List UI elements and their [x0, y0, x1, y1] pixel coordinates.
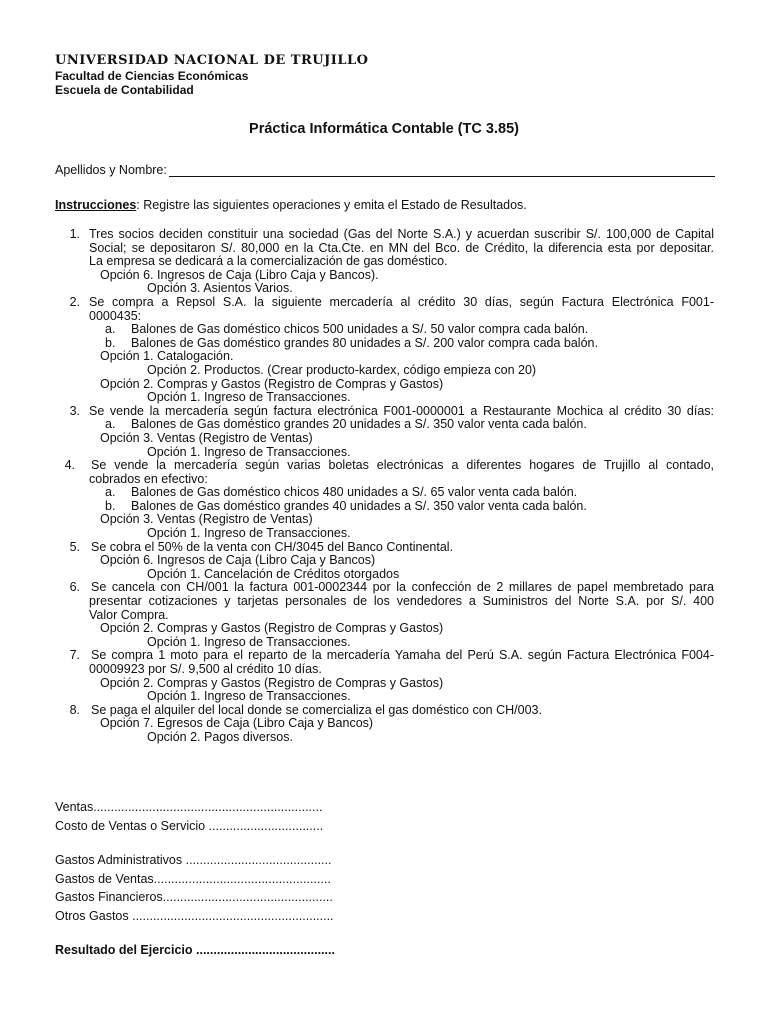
option-line	[0, 676, 768, 690]
suboption-line	[0, 689, 768, 703]
option-line	[0, 716, 768, 730]
option-text: Opción 6. Ingresos de Caja (Libro Caja y Bancos).	[100, 267, 379, 282]
option-text: Opción 6. Ingresos de Caja (Libro Caja y Bancos)	[100, 553, 376, 568]
option-line	[0, 621, 768, 635]
gastos-financieros-line: Gastos Financieros.................................................	[55, 890, 333, 904]
option-line	[0, 268, 768, 282]
item-number: 3.	[69, 403, 80, 418]
option-text: Opción 7. Egresos de Caja (Libro Caja y Bancos)	[100, 716, 374, 731]
page-title: Práctica Informática Contable (TC 3.85)	[249, 121, 519, 137]
list-item	[0, 580, 768, 594]
suboption-line	[0, 635, 768, 649]
option-text: Opción 2. Compras y Gastos (Registro de Compras y Gastos)	[100, 675, 444, 690]
item-text: Valor Compra.	[89, 607, 169, 622]
sub-item-text: Balones de Gas doméstico grandes 20 unidades a S/. 350 valor venta cada balón.	[131, 417, 587, 432]
option-text: Opción 2. Compras y Gastos (Registro de Compras y Gastos)	[100, 621, 444, 636]
sub-item	[0, 336, 768, 350]
item-text: cobrados en efectivo:	[89, 471, 208, 486]
suboption-line	[0, 281, 768, 295]
school-name: Escuela de Contabilidad	[55, 83, 194, 97]
item-text: Se cobra el 50% de la venta con CH/3045 del Banco Continental.	[91, 539, 454, 554]
suboption-line	[0, 567, 768, 581]
sub-item	[0, 485, 768, 499]
suboption-line	[0, 526, 768, 540]
sub-item	[0, 322, 768, 336]
item-text: Se vende la mercadería según varias boletas electrónicas a diferentes hogares de Trujillo al contado,	[91, 458, 714, 473]
option-line	[0, 431, 768, 445]
option-text: Opción 2. Compras y Gastos (Registro de Compras y Gastos)	[100, 376, 444, 391]
spacer	[55, 927, 455, 943]
name-field-row	[55, 163, 715, 177]
option-line	[0, 349, 768, 363]
item-text: Se paga el alquiler del local donde se comercializa el gas doméstico con CH/003.	[91, 702, 542, 717]
suboption-line	[0, 730, 768, 744]
instructions-text: : Registre las siguientes operaciones y emita el Estado de Resultados.	[136, 198, 527, 212]
spacer	[55, 837, 455, 853]
item-number: 6.	[69, 580, 80, 595]
sub-item	[0, 499, 768, 513]
suboption-text: Opción 1. Ingreso de Transacciones.	[147, 444, 351, 459]
suboption-text: Opción 2. Pagos diversos.	[147, 729, 293, 744]
suboption-text: Opción 3. Asientos Varios.	[147, 281, 293, 296]
ventas-line: Ventas..................................................................	[55, 800, 323, 814]
sub-item-letter: b.	[105, 498, 116, 513]
item-number: 4.	[64, 458, 75, 473]
list-item-line	[0, 309, 768, 323]
list-item-line	[0, 241, 768, 255]
gastos-ventas-line: Gastos de Ventas...................................................	[55, 871, 331, 886]
sub-item-letter: b.	[105, 335, 116, 350]
suboption-text: Opción 1. Ingreso de Transacciones.	[147, 526, 351, 541]
item-text: Se compra a Repsol S.A. la siguiente mercadería al crédito 30 días, según Factura Electrónica F001-	[89, 294, 714, 309]
suboption-text: Opción 1. Ingreso de Transacciones.	[147, 634, 351, 649]
faculty-name: Facultad de Ciencias Económicas	[55, 69, 249, 83]
name-blank-line[interactable]	[169, 165, 715, 177]
sub-item-letter: a.	[105, 485, 116, 500]
otros-gastos-line: Otros Gastos ..........................................................	[55, 908, 334, 923]
costo-ventas-line: Costo de Ventas o Servicio .................................	[55, 818, 324, 833]
list-item-line	[0, 254, 768, 268]
list-item-line	[0, 662, 768, 676]
sub-item-letter: a.	[105, 322, 116, 337]
item-number: 1.	[69, 227, 80, 241]
option-line	[0, 553, 768, 567]
suboption-text: Opción 1. Ingreso de Transacciones.	[147, 390, 351, 405]
sub-item-text: Balones de Gas doméstico chicos 480 unidades a S/. 65 valor venta cada balón.	[131, 485, 578, 500]
item-number: 5.	[69, 539, 80, 554]
resultado-ejercicio-line: Resultado del Ejercicio ........................................	[55, 943, 335, 957]
operations-list	[0, 227, 768, 744]
sub-item-text: Balones de Gas doméstico grandes 80 unidades a S/. 200 valor compra cada balón.	[131, 335, 598, 350]
suboption-line	[0, 445, 768, 459]
gastos-administrativos-line: Gastos Administrativos ..........................................	[55, 853, 332, 867]
sub-item-text: Balones de Gas doméstico chicos 500 unidades a S/. 50 valor compra cada balón.	[131, 322, 589, 337]
list-item	[0, 648, 768, 662]
sub-item-letter: a.	[105, 417, 116, 432]
item-number: 8.	[69, 702, 80, 717]
suboption-text: Opción 1. Ingreso de Transacciones.	[147, 689, 351, 704]
list-item	[0, 227, 768, 241]
item-text: 0000435:	[89, 308, 142, 323]
university-name: UNIVERSIDAD NACIONAL DE TRUJILLO	[55, 53, 369, 68]
option-line	[0, 377, 768, 391]
item-text: La empresa se dedicará a la comercialización de gas doméstico.	[89, 254, 448, 269]
list-item	[0, 703, 768, 717]
list-item-line	[0, 608, 768, 622]
suboption-line	[0, 363, 768, 377]
option-line	[0, 512, 768, 526]
instructions-label: Instrucciones	[55, 198, 137, 212]
list-item	[0, 295, 768, 309]
list-item-line	[0, 594, 768, 608]
name-label: Apellidos y Nombre:	[55, 163, 167, 177]
suboption-text: Opción 1. Cancelación de Créditos otorgados	[147, 566, 400, 581]
item-number: 2.	[69, 294, 80, 309]
income-statement	[55, 800, 455, 962]
sub-item-text: Balones de Gas doméstico grandes 40 unidades a S/. 350 valor venta cada balón.	[131, 498, 587, 513]
list-item	[0, 540, 768, 554]
list-item	[0, 458, 768, 472]
item-number: 7.	[69, 648, 80, 663]
item-text: 00009923 por S/. 9,500 al crédito 10 días.	[89, 662, 322, 676]
list-item-line	[0, 472, 768, 486]
sub-item	[0, 417, 768, 431]
instructions	[55, 198, 527, 212]
item-text: Tres socios deciden constituir una sociedad (Gas del Norte S.A.) y acuerdan suscribir S/. 100,000 de Capital	[89, 227, 714, 241]
suboption-line	[0, 390, 768, 404]
item-text: presentar cotizaciones y tarjetas personales de los vendedores a Suministros del Norte S.A. por S/. 400	[89, 594, 714, 609]
option-text: Opción 1. Catalogación.	[100, 349, 234, 364]
item-text: Se cancela con CH/001 la factura 001-0002344 por la confección de 2 millares de papel membretado para	[91, 580, 714, 595]
item-text: Social; se depositaron S/. 80,000 en la Cta.Cte. en MN del Bco. de Crédito, la diferencia esta por depositar.	[89, 240, 714, 255]
suboption-text: Opción 2. Productos. (Crear producto-kardex, código empieza con 20)	[147, 362, 537, 377]
list-item	[0, 404, 768, 418]
option-text: Opción 3. Ventas (Registro de Ventas)	[100, 430, 313, 445]
item-text: Se compra 1 moto para el reparto de la mercadería Yamaha del Perú S.A. según Factura Electrónica F004-	[91, 648, 714, 663]
option-text: Opción 3. Ventas (Registro de Ventas)	[100, 512, 313, 527]
item-text: Se vende la mercadería según factura electrónica F001-0000001 a Restaurante Mochica al crédito 30 días:	[89, 403, 714, 418]
